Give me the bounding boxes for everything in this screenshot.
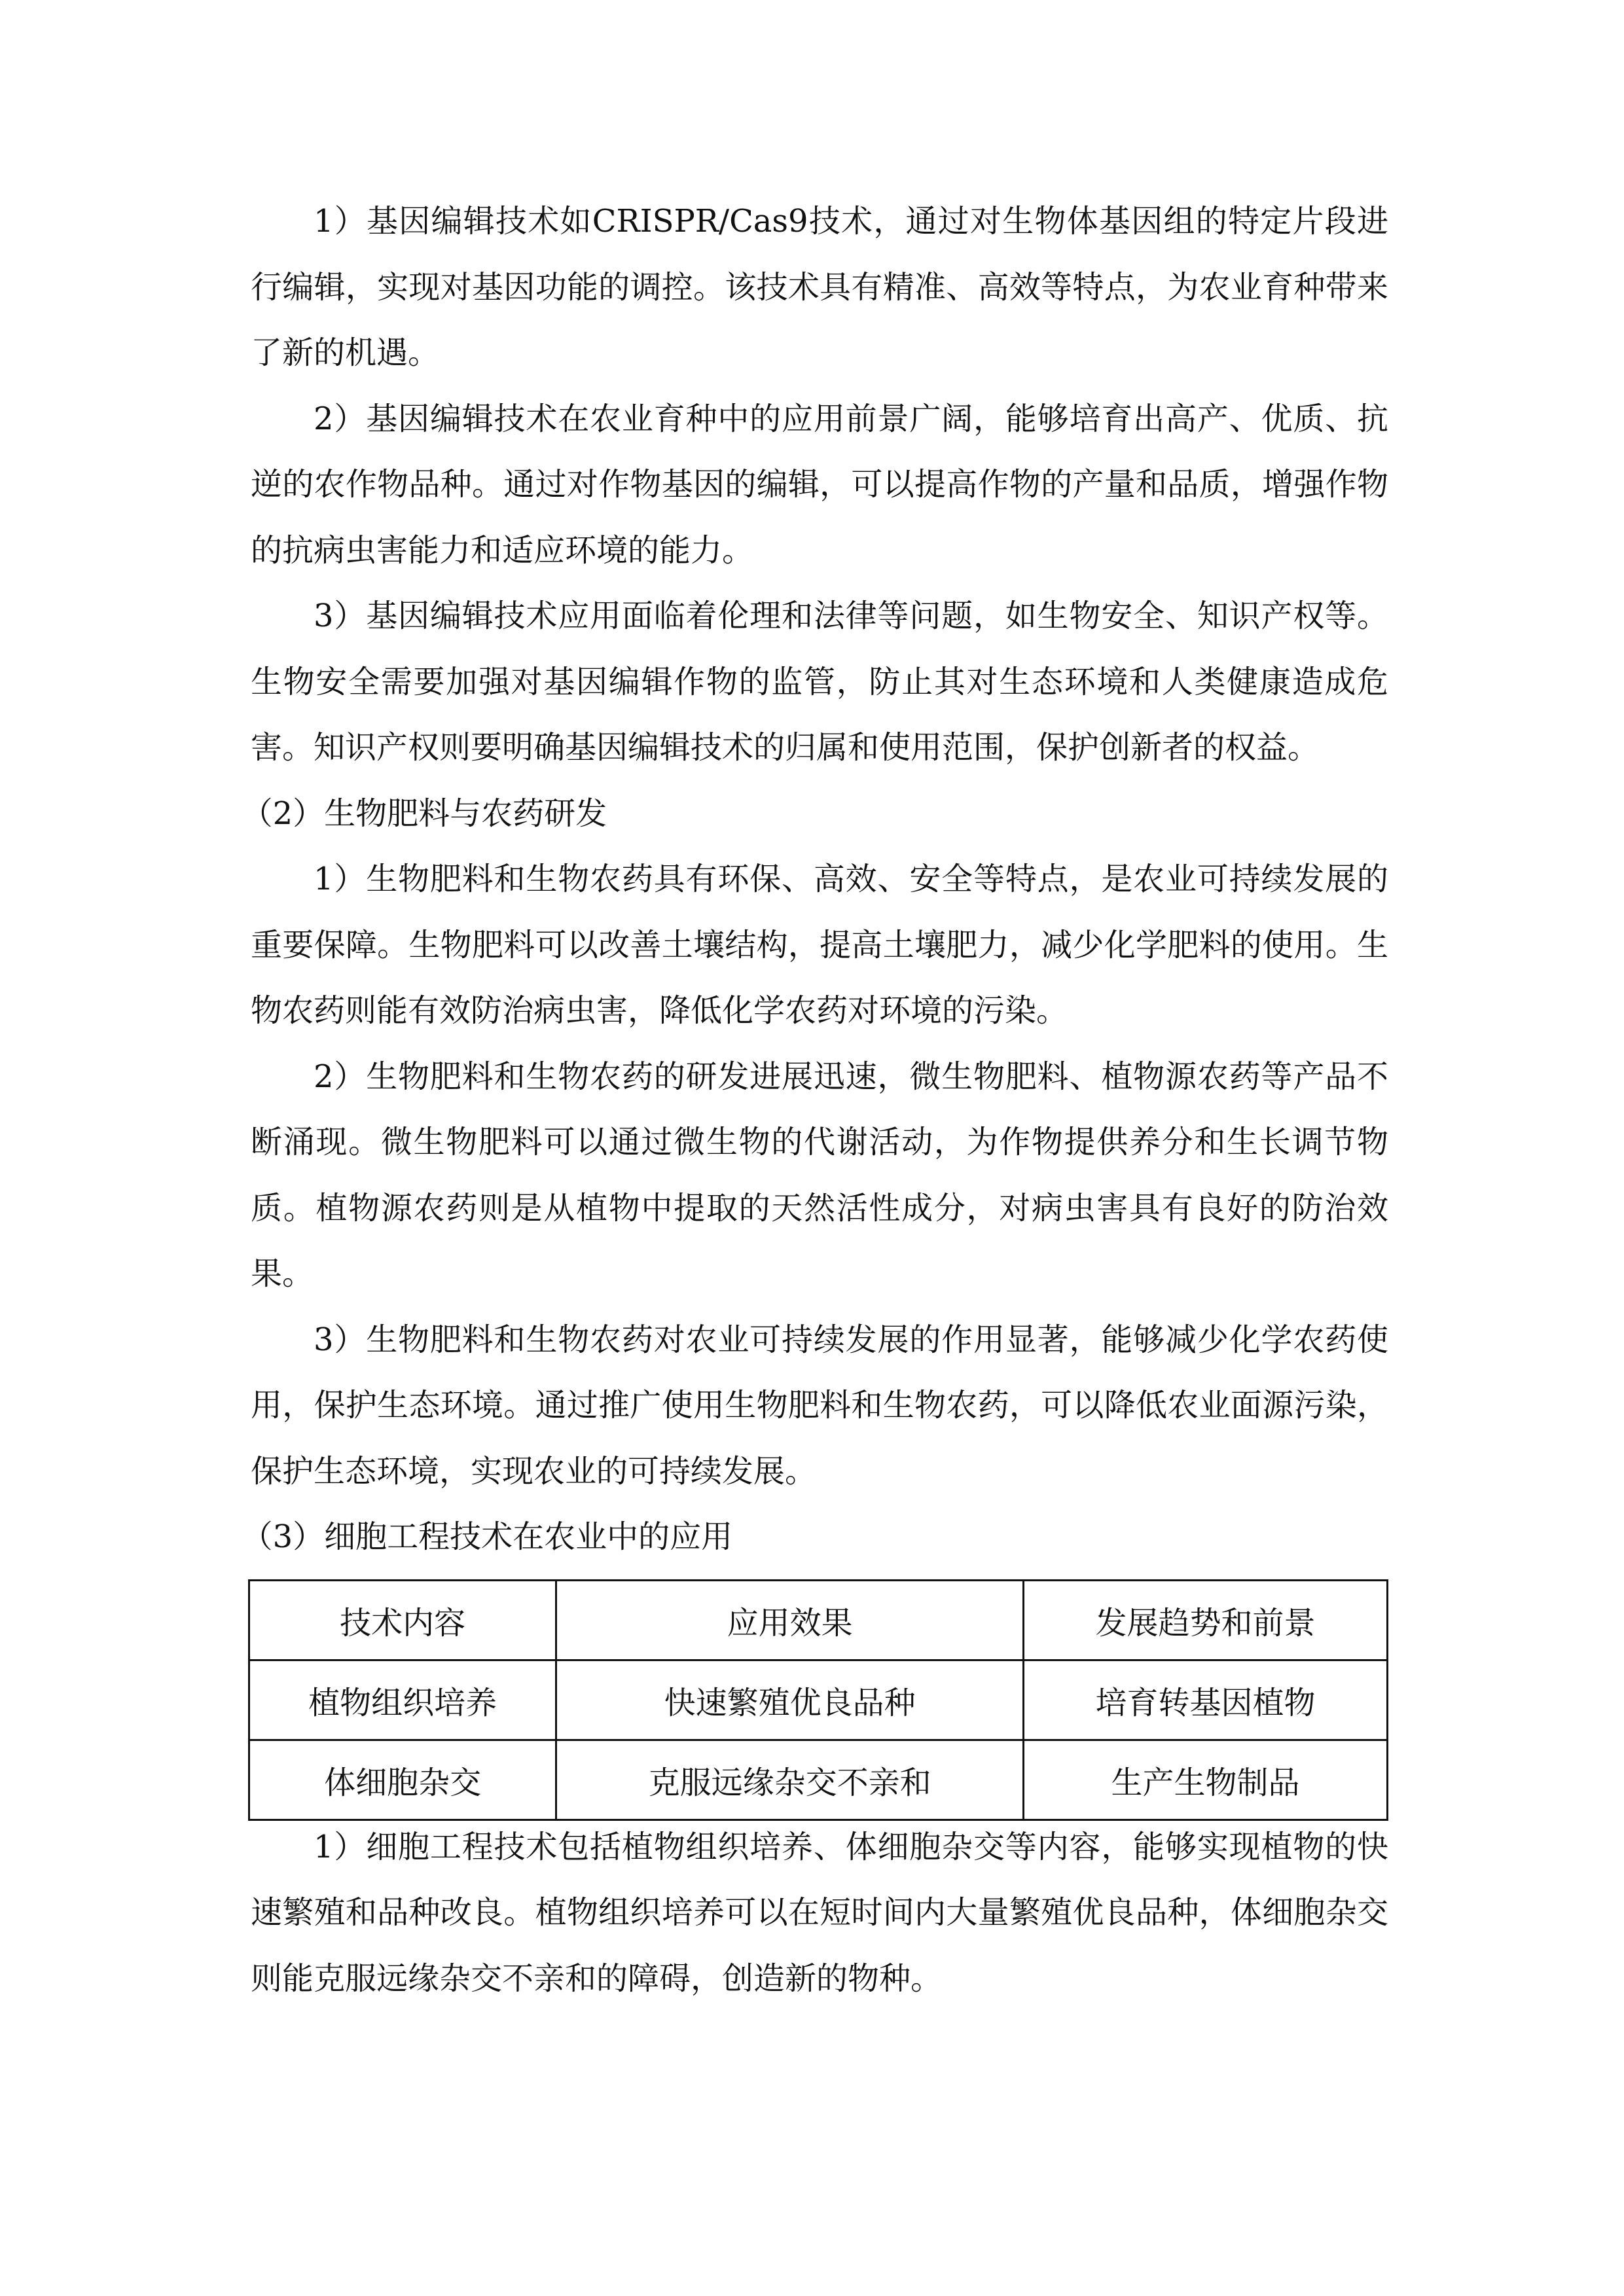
paragraph: 2）生物肥料和生物农药的研发进展迅速，微生物肥料、植物源农药等产品不断涌现。微生物肥料可以通过微生物的代谢活动，为作物提供养分和生长调节物质。植物源农药则是从植物中提取的天然活性成分，对病虫害具有良好的防治效果。 <box>251 1058 1388 1292</box>
table-cell: 克服远缘杂交不亲和 <box>556 1740 1024 1820</box>
paragraph: 1）生物肥料和生物农药具有环保、高效、安全等特点，是农业可持续发展的重要保障。生物肥料可以改善土壤结构，提高土壤肥力，减少化学肥料的使用。生物农药则能有效防治病虫害，降低化学农药对环境的污染。 <box>251 861 1388 1029</box>
cell-engineering-table <box>248 1579 1388 1821</box>
table-row <box>249 1740 1388 1820</box>
paragraph: 3）基因编辑技术应用面临着伦理和法律等问题，如生物安全、知识产权等。生物安全需要加强对基因编辑作物的监管，防止其对生态环境和人类健康造成危害。知识产权则要明确基因编辑技术的归属和使用范围，保护创新者的权益。 <box>251 598 1388 766</box>
paragraph: 3）生物肥料和生物农药对农业可持续发展的作用显著，能够减少化学农药使用，保护生态环境。通过推广使用生物肥料和生物农药，可以降低农业面源污染，保护生态环境，实现农业的可持续发展。 <box>251 1321 1388 1490</box>
table-header-row <box>249 1580 1388 1660</box>
table-header-cell: 发展趋势和前景 <box>1023 1580 1387 1660</box>
paragraph: 1）细胞工程技术包括植物组织培养、体细胞杂交等内容，能够实现植物的快速繁殖和品种改良。植物组织培养可以在短时间内大量繁殖优良品种，体细胞杂交则能克服远缘杂交不亲和的障碍，创造新的物种。 <box>251 1828 1388 1997</box>
table-cell: 快速繁殖优良品种 <box>556 1660 1024 1740</box>
table-row <box>249 1660 1388 1740</box>
table-cell: 生产生物制品 <box>1023 1740 1387 1820</box>
paragraph: 1）基因编辑技术如CRISPR/Cas9技术，通过对生物体基因组的特定片段进行编辑，实现对基因功能的调控。该技术具有精准、高效等特点，为农业育种带来了新的机遇。 <box>251 203 1388 371</box>
table-header-cell: 应用效果 <box>556 1580 1024 1660</box>
section-heading: （3）细胞工程技术在农业中的应用 <box>241 1518 733 1555</box>
paragraph: 2）基因编辑技术在农业育种中的应用前景广阔，能够培育出高产、优质、抗逆的农作物品种。通过对作物基因的编辑，可以提高作物的产量和品质，增强作物的抗病虫害能力和适应环境的能力。 <box>251 400 1388 569</box>
table-header-cell: 技术内容 <box>249 1580 556 1660</box>
section-heading: （2）生物肥料与农药研发 <box>241 795 607 832</box>
document-page <box>241 188 1388 2011</box>
table-cell: 培育转基因植物 <box>1023 1660 1387 1740</box>
table-cell: 植物组织培养 <box>249 1660 556 1740</box>
table-cell: 体细胞杂交 <box>249 1740 556 1820</box>
